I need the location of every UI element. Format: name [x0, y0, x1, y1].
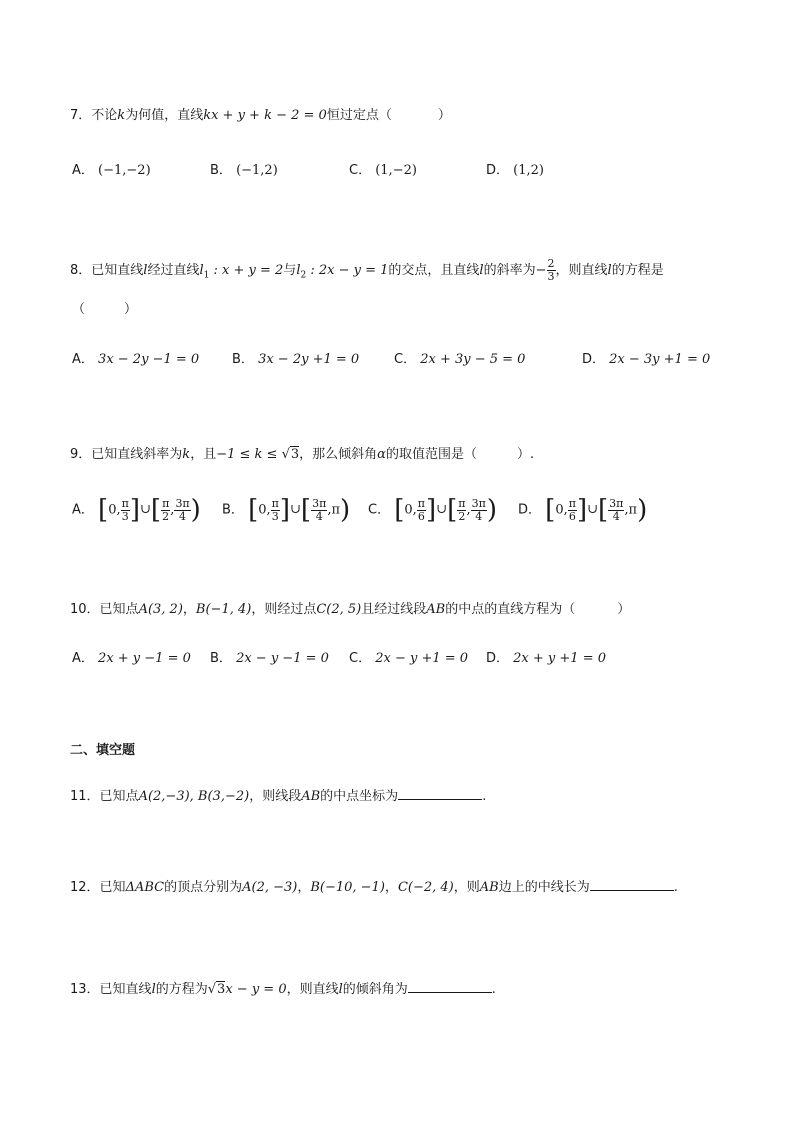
fraction: [121, 498, 130, 523]
fraction-numerator: π: [568, 496, 576, 510]
q12-segment-ab: AB: [479, 880, 499, 895]
q10-number: 10．: [70, 602, 100, 617]
q12-period: .: [673, 880, 678, 895]
q8-var-l2: l: [296, 263, 301, 278]
q10-point-c: C(2, 5): [316, 602, 362, 617]
interval-start: 0,: [404, 502, 417, 518]
q13-number: 13．: [70, 982, 100, 997]
q12-text: ，则: [453, 880, 480, 895]
bracket: ]: [576, 495, 588, 525]
bracket: [: [394, 495, 405, 525]
q7-equation: kx + y + k − 2 = 0: [203, 108, 327, 123]
bracket: [: [545, 495, 556, 525]
pi: π: [331, 502, 340, 518]
fraction: [311, 498, 327, 523]
interval-start: 0,: [258, 502, 271, 518]
fraction: [568, 498, 577, 523]
option-value: 2x + y +1 = 0: [513, 651, 606, 666]
bracket: [: [150, 495, 162, 525]
q8-sub-1: 1: [203, 270, 210, 281]
comma: ,: [466, 502, 471, 518]
comma: ,: [170, 502, 175, 518]
fraction-numerator: π: [458, 496, 466, 510]
sqrt-radicand: 3: [290, 447, 300, 462]
q13-var-l: l: [338, 982, 343, 997]
option-label: D．: [518, 502, 542, 518]
q12-point-a: A(2, −3): [242, 880, 298, 895]
q7-option-b[interactable]: [210, 161, 278, 181]
q12-sep: ，: [384, 880, 398, 895]
option-label: A．: [72, 163, 94, 178]
q9-sqrt: √3: [281, 447, 300, 462]
q10-point-a: A(3, 2): [138, 602, 183, 617]
q11-text: 的中点坐标为: [320, 789, 399, 804]
option-label: B．: [210, 163, 232, 178]
q10-text: 的中点的直线方程为（: [445, 602, 576, 617]
q10-point-b: B(−1, 4): [195, 602, 252, 617]
q9-text: 已知直线斜率为: [91, 447, 183, 462]
option-label: D．: [486, 163, 510, 178]
q8-text: 的方程是: [611, 263, 664, 278]
q8-option-c[interactable]: [394, 350, 525, 370]
fraction-numerator: 3π: [175, 496, 190, 510]
fraction-denominator: 6: [417, 509, 425, 523]
q7-option-d[interactable]: [486, 161, 544, 181]
q10-text: ）: [617, 602, 631, 617]
fraction-denominator: 3: [547, 270, 555, 283]
fraction: [271, 498, 280, 523]
option-value: (−1,2): [236, 163, 278, 178]
q9-option-c[interactable]: [368, 494, 497, 527]
q9-option-d[interactable]: [518, 494, 647, 527]
fraction-denominator: 2: [162, 509, 170, 523]
q9-text: ，那么倾斜角: [299, 447, 378, 462]
option-value: (−1,−2): [98, 163, 151, 178]
question-8: [70, 258, 664, 289]
q9-option-a[interactable]: [72, 494, 201, 527]
q13-answer-blank[interactable]: [408, 978, 492, 993]
q8-option-a[interactable]: [72, 350, 199, 370]
option-label: C．: [349, 651, 372, 666]
q11-segment-ab: AB: [301, 789, 321, 804]
bracket: ]: [279, 495, 291, 525]
q8-text: 经过直线: [147, 263, 200, 278]
option-label: A．: [72, 651, 94, 666]
question-10: [70, 600, 630, 620]
q9-inequality: −1 ≤ k ≤: [216, 447, 278, 462]
q8-minus: −: [535, 263, 547, 278]
option-value: 2x − 3y +1 = 0: [609, 352, 711, 367]
question-11: [70, 785, 486, 807]
bracket: [: [447, 495, 458, 525]
sqrt-radicand: 3: [217, 982, 226, 997]
q10-option-c[interactable]: [349, 649, 468, 669]
q7-option-c[interactable]: [349, 161, 417, 181]
option-label: C．: [349, 163, 372, 178]
question-13: [70, 978, 496, 1000]
option-value: 3x − 2y −1 = 0: [98, 352, 200, 367]
q13-text: 的方程为: [155, 982, 208, 997]
fraction-denominator: 4: [612, 509, 620, 523]
bracket: [: [98, 495, 109, 525]
fraction: [471, 498, 487, 523]
q13-text: ，则直线: [286, 982, 339, 997]
q8-equation-1: : x + y = 2: [209, 263, 284, 278]
fraction-numerator: 3π: [312, 496, 327, 510]
option-value: (1,−2): [375, 163, 417, 178]
q9-text: ）.: [516, 447, 535, 462]
q10-option-d[interactable]: [486, 649, 606, 669]
q13-text: 的倾斜角为: [342, 982, 408, 997]
option-label: A．: [72, 352, 94, 367]
q8-text: 已知直线: [91, 263, 144, 278]
q8-option-d[interactable]: [582, 350, 710, 370]
q13-equation: x − y = 0: [225, 982, 287, 997]
q12-text: 边上的中线长为: [498, 880, 590, 895]
q9-var-k: k: [182, 447, 191, 462]
q9-number: 9．: [70, 447, 92, 462]
option-label: C．: [368, 502, 391, 518]
union-symbol: ∪: [436, 502, 448, 517]
q12-point-b: B(−10, −1): [310, 880, 385, 895]
comma: ,: [327, 502, 332, 518]
q12-answer-blank[interactable]: [590, 876, 674, 891]
q12-sep: ，: [297, 880, 311, 895]
q10-option-b[interactable]: [210, 649, 329, 669]
q8-option-b[interactable]: [232, 350, 359, 370]
fraction: [174, 498, 190, 523]
q12-point-c: C(−2, 4): [397, 880, 454, 895]
q7-text: 恒过定点（: [326, 108, 392, 123]
q9-text: ，且: [190, 447, 217, 462]
fraction-numerator: 3π: [471, 496, 486, 510]
q8-text: 的斜率为: [483, 263, 536, 278]
union-symbol: ∪: [290, 502, 301, 517]
q8-var-l1: l: [199, 263, 204, 278]
bracket: [: [248, 495, 259, 525]
q12-number: 12．: [70, 880, 100, 895]
q8-var-l: l: [607, 263, 612, 278]
q13-sqrt: √3: [207, 982, 226, 997]
option-value: 3x − 2y +1 = 0: [258, 352, 360, 367]
bracket: [: [598, 495, 609, 525]
question-9: [70, 445, 534, 465]
q11-text: 已知点: [99, 789, 139, 804]
q7-text: 不论: [91, 108, 118, 123]
fraction: [608, 498, 624, 523]
option-value: 2x − y −1 = 0: [236, 651, 329, 666]
q7-number: 7．: [70, 108, 92, 123]
option-value: 2x − y +1 = 0: [375, 651, 469, 666]
q8-fraction: [547, 258, 556, 283]
q8-var-l: l: [143, 263, 148, 278]
q8-paren: （ ）: [72, 302, 138, 317]
fraction-numerator: π: [162, 496, 170, 510]
fraction: [417, 498, 426, 523]
bracket: ]: [129, 495, 140, 525]
q9-option-b[interactable]: [222, 494, 350, 527]
fraction-denominator: 6: [568, 509, 576, 523]
fraction-numerator: 3π: [609, 496, 624, 510]
fraction-numerator: 2: [547, 257, 555, 270]
q11-text: ，则线段: [249, 789, 302, 804]
q13-period: .: [491, 982, 496, 997]
union-symbol: ∪: [587, 502, 599, 517]
option-value: 2x + y −1 = 0: [98, 651, 191, 666]
q7-var-k: k: [117, 108, 126, 123]
option-label: B．: [210, 651, 232, 666]
bracket: ]: [426, 495, 437, 525]
q7-option-a[interactable]: [72, 161, 151, 181]
interval-start: 0,: [555, 502, 568, 518]
q9-var-alpha: α: [377, 447, 386, 462]
option-label: B．: [232, 352, 254, 367]
question-12: [70, 876, 678, 898]
option-value: 2x + 3y − 5 = 0: [420, 352, 526, 367]
pi: π: [628, 502, 638, 518]
option-value: (1,2): [513, 163, 544, 178]
q11-period: .: [482, 789, 487, 804]
q8-number: 8．: [70, 263, 92, 278]
q7-text: 为何值，直线: [125, 108, 204, 123]
option-label: B．: [222, 502, 244, 518]
fraction-denominator: 3: [271, 509, 279, 523]
option-label: D．: [486, 651, 510, 666]
q8-text: 的交点，且直线: [388, 263, 480, 278]
q9-text: 的取值范围是（: [385, 447, 477, 462]
comma: ,: [624, 502, 629, 518]
fraction-denominator: 4: [475, 509, 483, 523]
option-label: A．: [72, 502, 94, 518]
q13-var-l: l: [151, 982, 156, 997]
section-heading-fill-in: 二、填空题: [70, 743, 136, 758]
fraction-denominator: 2: [458, 509, 466, 523]
fraction-numerator: π: [121, 496, 129, 510]
q13-text: 已知直线: [99, 982, 152, 997]
q8-text: 与: [283, 263, 297, 278]
q12-triangle: ΔABC: [125, 880, 165, 895]
q10-option-a[interactable]: [72, 649, 191, 669]
q8-text: ，则直线: [555, 263, 608, 278]
fraction-denominator: 4: [315, 509, 323, 523]
q8-equation-2: : 2x − y = 1: [306, 263, 389, 278]
q8-sub-2: 2: [300, 270, 307, 281]
bracket: ): [340, 495, 351, 525]
fraction-numerator: π: [271, 496, 279, 510]
q10-sep: ，: [182, 602, 196, 617]
q8-var-l: l: [479, 263, 484, 278]
q11-points: A(2,−3), B(3,−2): [138, 789, 250, 804]
q10-text: 已知点: [99, 602, 139, 617]
fraction: [161, 498, 170, 523]
interval-start: 0,: [108, 502, 121, 518]
q12-text: 的顶点分别为: [164, 880, 243, 895]
option-label: D．: [582, 352, 606, 367]
bracket: [: [300, 495, 312, 525]
q11-number: 11．: [70, 789, 100, 804]
bracket: ): [637, 495, 648, 525]
bracket: ): [486, 495, 497, 525]
option-label: C．: [394, 352, 417, 367]
union-symbol: ∪: [140, 502, 151, 517]
fraction-denominator: 3: [121, 509, 129, 523]
q7-paren-close: ）: [437, 108, 451, 123]
q10-text: ，则经过点: [251, 602, 317, 617]
bracket: ): [190, 495, 201, 525]
fraction-denominator: 4: [179, 509, 187, 523]
q12-text: 已知: [99, 880, 126, 895]
q11-answer-blank[interactable]: [398, 785, 482, 800]
fraction-numerator: π: [417, 496, 426, 510]
question-7: [70, 106, 451, 126]
q10-text: 且经过线段: [361, 602, 427, 617]
q10-segment-ab: AB: [426, 602, 446, 617]
